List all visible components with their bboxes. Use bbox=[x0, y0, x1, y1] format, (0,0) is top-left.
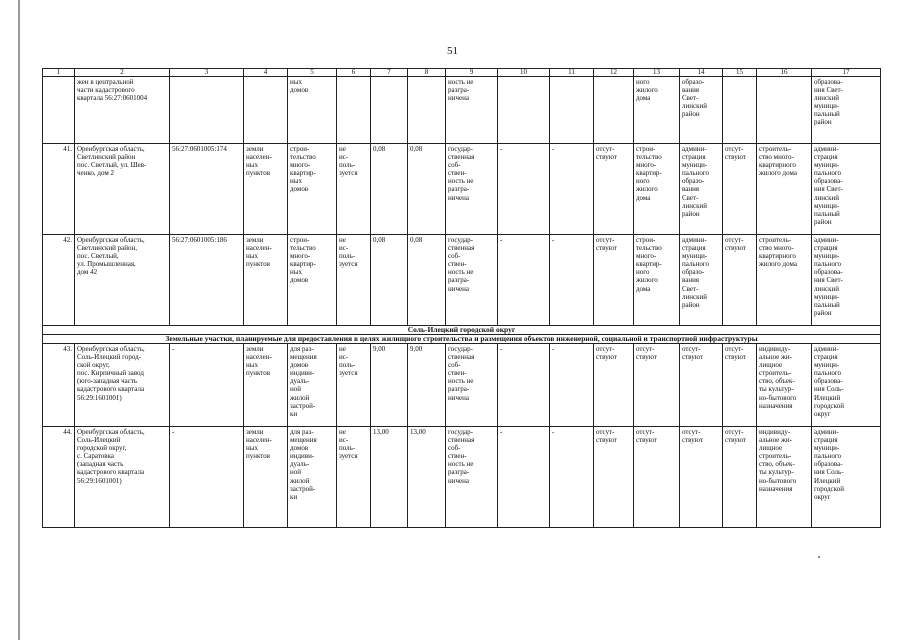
table-cell: для раз- мещения домов индиви- дуаль- ной жилой застрой- ки bbox=[288, 427, 337, 528]
table-cell: 0,08 bbox=[408, 144, 446, 235]
table-cell: 11 bbox=[550, 69, 594, 77]
table-cell: образо- вания Свет- линский район bbox=[680, 77, 723, 144]
table-cell: 8 bbox=[408, 69, 446, 77]
table-cell: 5 bbox=[288, 69, 337, 77]
table-cell: 9,00 bbox=[408, 344, 446, 427]
table-cell: отсут- ствуют bbox=[723, 427, 757, 528]
table-cell: не ис- поль- зуется bbox=[337, 427, 371, 528]
cell-number: 41. bbox=[43, 144, 75, 235]
table-body bbox=[43, 69, 881, 528]
table-cell: 12 bbox=[594, 69, 634, 77]
cell-number: 43. bbox=[43, 344, 75, 427]
table-cell: жен в центральной части кадастрового квартала 56:27:0601004 bbox=[75, 77, 170, 144]
table-cell: - bbox=[498, 144, 550, 235]
section-row bbox=[43, 326, 881, 335]
table-cell: отсут- ствуют bbox=[634, 427, 680, 528]
table-cell: - bbox=[170, 427, 244, 528]
table-cell: 6 bbox=[337, 69, 371, 77]
table-cell: образова- ния Свет- линский муници- пальный район bbox=[812, 77, 881, 144]
scan-speck bbox=[818, 556, 820, 558]
table-cell: 0,08 bbox=[408, 235, 446, 326]
table-cell: строитель- ство много- квартирного жилого дома bbox=[757, 144, 812, 235]
table-cell: 14 bbox=[680, 69, 723, 77]
table-cell: государ- ственная соб- ствен- ность не разгра- ничена bbox=[446, 235, 498, 326]
table-cell bbox=[594, 77, 634, 144]
table-cell: отсут- ствуют bbox=[723, 144, 757, 235]
table-cell: 13 bbox=[634, 69, 680, 77]
table-cell: отсут- ствуют bbox=[634, 344, 680, 427]
subsection-title: Земельные участки, планируемые для предоставления в целях жилищного строительства и размещения объектов инженерной, социальной и транспортной инфраструктуры bbox=[43, 335, 881, 344]
table-cell: отсут- ствуют bbox=[680, 427, 723, 528]
table-cell: - bbox=[498, 427, 550, 528]
table-cell: админи- страция муници- пального образова- ния Соль- Илецкий городской округ bbox=[812, 427, 881, 528]
table-cell: 9 bbox=[446, 69, 498, 77]
table-cell: строи- тельство много- квартир- ных домов bbox=[288, 144, 337, 235]
table-cell: - bbox=[498, 235, 550, 326]
page-number: 51 bbox=[447, 45, 458, 57]
table-row bbox=[43, 235, 881, 326]
table-row bbox=[43, 427, 881, 528]
scan-left-edge bbox=[18, 0, 20, 640]
table-cell: отсут- ствуют bbox=[594, 427, 634, 528]
table-cell: админи- страция муници- пального образо- вания Свет- линский район bbox=[680, 144, 723, 235]
table-cell: земли населен- ных пунктов bbox=[244, 344, 288, 427]
table-cell: ного жилого дома bbox=[634, 77, 680, 144]
table-cell bbox=[723, 77, 757, 144]
table-cell: строитель- ство много- квартирного жилого дома bbox=[757, 235, 812, 326]
cell-number: 44. bbox=[43, 427, 75, 528]
table-cell: - bbox=[170, 344, 244, 427]
table-cell: Оренбургская область, Светлинский район, пос. Светлый, ул. Промышленная, дом 42 bbox=[75, 235, 170, 326]
table-cell bbox=[757, 77, 812, 144]
table-cell: строи- тельство много- квартир- ных домов bbox=[288, 235, 337, 326]
table-cell: отсут- ствуют bbox=[594, 144, 634, 235]
table-cell: 3 bbox=[170, 69, 244, 77]
table-cell: админи- страция муници- пального образова- ния Соль- Илецкий городской округ bbox=[812, 344, 881, 427]
table-cell: Оренбургская область, Соль-Илецкий город- ской округ, пос. Кирпичный завод (юго-западная часть кадастрового квартала 56:29:1601001) bbox=[75, 344, 170, 427]
table-cell: 56:27:0601005:186 bbox=[170, 235, 244, 326]
table-cell: отсут- ствуют bbox=[723, 235, 757, 326]
table-cell: государ- ственная соб- ствен- ность не разгра- ничена bbox=[446, 344, 498, 427]
table-cell: 10 bbox=[498, 69, 550, 77]
table-cell: 15 bbox=[723, 69, 757, 77]
table-cell: индивиду- альное жи- лищное строитель- ство, объек- ты культур- но-бытового назначения bbox=[757, 427, 812, 528]
table-cell: Оренбургская область, Соль-Илецкий городской округ, с. Саратовка (западная часть кадастрового квартала 56:29:1601001) bbox=[75, 427, 170, 528]
table-cell: 16 bbox=[757, 69, 812, 77]
table-cell: админи- страция муници- пального образова- ния Свет- линский муници- пальный район bbox=[812, 144, 881, 235]
table-cell: 17 bbox=[812, 69, 881, 77]
table-cell: админи- страция муници- пального образова- ния Свет- линский муници- пальный район bbox=[812, 235, 881, 326]
land-plots-table bbox=[42, 68, 881, 528]
table-cell: 7 bbox=[371, 69, 408, 77]
table-cell: - bbox=[550, 235, 594, 326]
table-cell: - bbox=[498, 344, 550, 427]
table-cell bbox=[170, 77, 244, 144]
table-cell bbox=[244, 77, 288, 144]
table-cell: 4 bbox=[244, 69, 288, 77]
table-cell: не ис- поль- зуется bbox=[337, 144, 371, 235]
column-number-row bbox=[43, 69, 881, 77]
table-cell: - bbox=[550, 427, 594, 528]
table-cell bbox=[408, 77, 446, 144]
table-cell: земли населен- ных пунктов bbox=[244, 427, 288, 528]
cell-number: 1 bbox=[43, 69, 75, 77]
table-row bbox=[43, 344, 881, 427]
table-cell: земли населен- ных пунктов bbox=[244, 235, 288, 326]
table-cell: не ис- поль- зуется bbox=[337, 344, 371, 427]
table-cell: - bbox=[550, 144, 594, 235]
table-cell: отсут- ствуют bbox=[594, 235, 634, 326]
table-cell: 2 bbox=[75, 69, 170, 77]
table-cell: ность не разгра- ничена bbox=[446, 77, 498, 144]
table-cell: индивиду- альное жи- лищное строитель- ство, объек- ты культур- но-бытового назначения bbox=[757, 344, 812, 427]
table-cell: земли населен- ных пунктов bbox=[244, 144, 288, 235]
table-cell bbox=[498, 77, 550, 144]
table-cell bbox=[371, 77, 408, 144]
table-cell: 13,00 bbox=[371, 427, 408, 528]
cell-number bbox=[43, 77, 75, 144]
table-cell: для раз- мещения домов индиви- дуаль- ной жилой застрой- ки bbox=[288, 344, 337, 427]
table-cell: Оренбургская область, Светлинский район пос. Светлый, ул. Шев- ченко, дом 2 bbox=[75, 144, 170, 235]
table-cell: - bbox=[550, 344, 594, 427]
table-cell: не ис- поль- зуется bbox=[337, 235, 371, 326]
table-cell bbox=[550, 77, 594, 144]
table-cell: государ- ственная соб- ствен- ность не разгра- ничена bbox=[446, 144, 498, 235]
table-cell: ных домов bbox=[288, 77, 337, 144]
table-cell: строи- тельство много- квартир- ного жилого дома bbox=[634, 235, 680, 326]
table-cell: 0,08 bbox=[371, 235, 408, 326]
cell-number: 42. bbox=[43, 235, 75, 326]
section-title: Соль-Илецкий городской округ bbox=[43, 326, 881, 335]
table-cell: отсут- ствуют bbox=[594, 344, 634, 427]
table-cell: отсут- ствуют bbox=[723, 344, 757, 427]
table-cell: 13,00 bbox=[408, 427, 446, 528]
table-cell: админи- страция муници- пального образо- вания Свет- линский район bbox=[680, 235, 723, 326]
table-cell: государ- ственная соб- ствен- ность не разгра- ничена bbox=[446, 427, 498, 528]
table-cell bbox=[337, 77, 371, 144]
table-row-continuation bbox=[43, 77, 881, 144]
table-row bbox=[43, 144, 881, 235]
subsection-row bbox=[43, 335, 881, 344]
table-cell: отсут- ствуют bbox=[680, 344, 723, 427]
table-cell: 9,00 bbox=[371, 344, 408, 427]
table-cell: 0,08 bbox=[371, 144, 408, 235]
table-cell: 56:27:0601005:174 bbox=[170, 144, 244, 235]
table-cell: строи- тельство много- квартир- ного жилого дома bbox=[634, 144, 680, 235]
